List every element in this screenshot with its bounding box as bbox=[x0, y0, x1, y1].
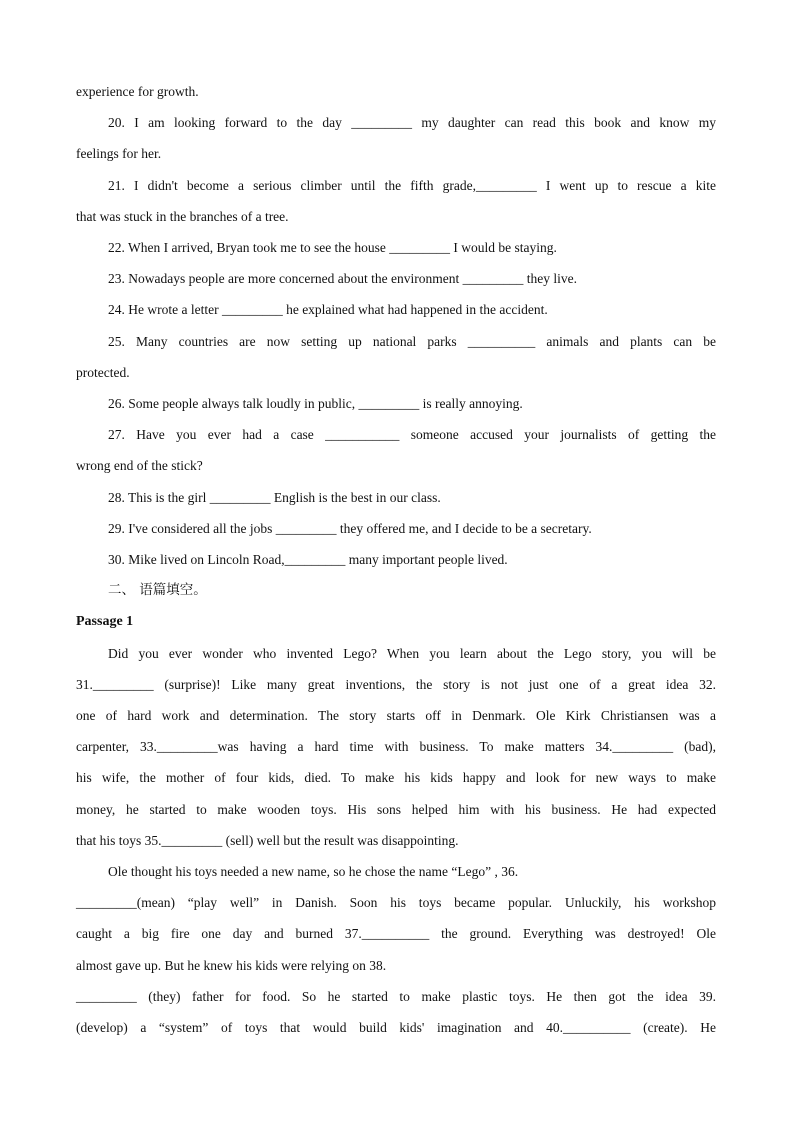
sentence-line: 20. I am looking forward to the day _________ my daughter can read this book and know my bbox=[108, 115, 716, 131]
passage-title: Passage 1 bbox=[76, 614, 134, 630]
sentence-line: feelings for her. bbox=[76, 146, 162, 162]
sentence-line: 22. When I arrived, Bryan took me to see the house _________ I would be staying. bbox=[108, 240, 557, 256]
passage-line: _________ (they) father for food. So he started to make plastic toys. He then got the idea 39. bbox=[76, 988, 716, 1004]
sentence-line: 30. Mike lived on Lincoln Road,_________ many important people lived. bbox=[108, 552, 508, 568]
sentence-line: 26. Some people always talk loudly in public, _________ is really annoying. bbox=[108, 396, 523, 412]
sentence-line: that was stuck in the branches of a tree. bbox=[76, 208, 289, 224]
passage-line: one of hard work and determination. The story starts off in Denmark. Ole Kirk Christiansen was a bbox=[76, 708, 716, 724]
passage-line: almost gave up. But he knew his kids were relying on 38. bbox=[76, 957, 387, 973]
sentence-line: 29. I've considered all the jobs _________ they offered me, and I decide to be a secretary. bbox=[108, 520, 592, 536]
sentence-line: protected. bbox=[76, 364, 130, 380]
passage-line: his wife, the mother of four kids, died. To make his kids happy and look for new ways to make bbox=[76, 770, 716, 786]
sentence-line: 23. Nowadays people are more concerned about the environment _________ they live. bbox=[108, 271, 577, 287]
sentence-line: 28. This is the girl _________ English is the best in our class. bbox=[108, 489, 441, 505]
passage-line: Did you ever wonder who invented Lego? When you learn about the Lego story, you will be bbox=[108, 645, 716, 661]
passage-line: caught a big fire one day and burned 37.__________ the ground. Everything was destroyed! Ole bbox=[76, 926, 716, 942]
sentence-line: 21. I didn't become a serious climber until the fifth grade,_________ I went up to rescue a kite bbox=[108, 177, 716, 193]
passage-line: money, he started to make wooden toys. His sons helped him with his business. He had expected bbox=[76, 801, 716, 817]
sentence-line: 25. Many countries are now setting up national parks __________ animals and plants can be bbox=[108, 333, 716, 349]
sentence-line: experience for growth. bbox=[76, 84, 199, 99]
sentence-list bbox=[76, 76, 716, 575]
passage-line: Ole thought his toys needed a new name, so he chose the name “Lego” , 36. bbox=[108, 864, 519, 880]
document-page bbox=[76, 76, 716, 1043]
sentence-line: 27. Have you ever had a case ___________ someone accused your journalists of getting the bbox=[108, 427, 716, 443]
passage-line: 31._________ (surprise)! Like many great inventions, the story is not just one of a great idea 32. bbox=[76, 676, 716, 692]
passage-line: that his toys 35._________ (sell) well but the result was disappointing. bbox=[76, 832, 459, 848]
passage-line: carpenter, 33._________was having a hard time with business. To make matters 34._________ (bad), bbox=[76, 739, 716, 755]
passage-line: (develop) a “system” of toys that would build kids' imagination and 40.__________ (create). He bbox=[76, 1020, 716, 1036]
sentence-line: wrong end of the stick? bbox=[76, 458, 203, 474]
section-heading: 二、 语篇填空。 bbox=[108, 582, 207, 599]
passage-line: _________(mean) “play well” in Danish. Soon his toys became popular. Unluckily, his workshop bbox=[76, 895, 716, 911]
passage-body bbox=[76, 638, 716, 1044]
sentence-line: 24. He wrote a letter _________ he explained what had happened in the accident. bbox=[108, 302, 548, 318]
